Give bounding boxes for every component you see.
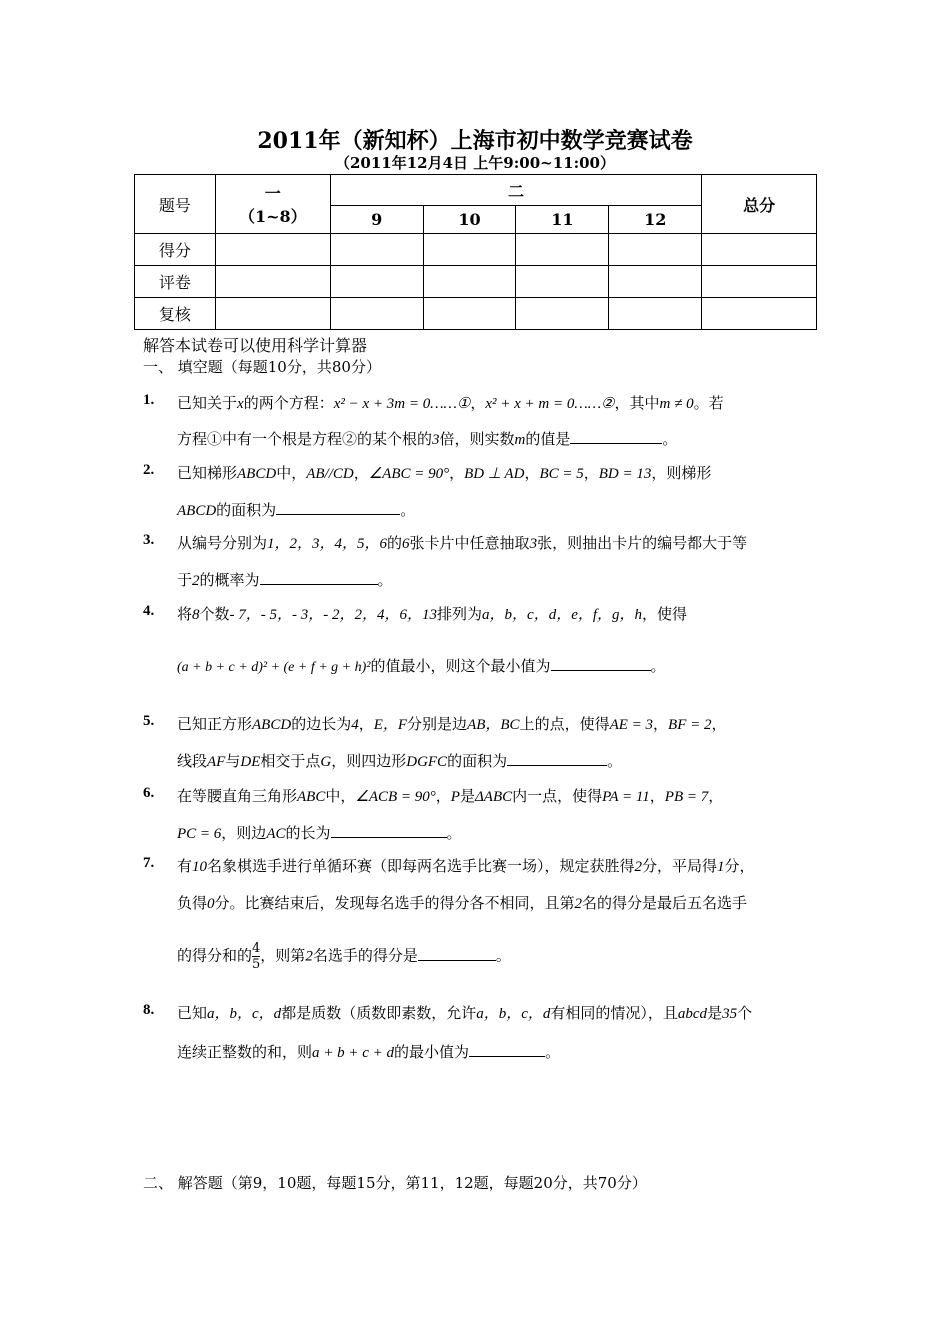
math: P: [450, 789, 460, 805]
question-line: [177, 892, 747, 913]
text: 已知关于: [177, 394, 238, 412]
text: 分。比赛结束后，发现每名选手的得分各不相同，且第: [214, 894, 575, 912]
score-cell: [516, 234, 609, 266]
answer-blank[interactable]: [331, 823, 447, 838]
math: m ≠ 0: [659, 396, 694, 412]
math: DGFC: [406, 754, 448, 770]
text: 的长为: [285, 824, 331, 842]
text: 分，: [724, 857, 755, 875]
text: 在等腰直角三角形: [177, 787, 298, 805]
math: abcd: [677, 1006, 708, 1022]
header-part-two: 二: [330, 175, 701, 206]
equation-1: x² − x + 3m = 0……①: [333, 396, 471, 412]
answer-blank[interactable]: [418, 946, 496, 961]
text: 与: [225, 752, 241, 770]
question-number: 2.: [143, 462, 155, 478]
math: 3: [432, 432, 440, 448]
exam-title: 2011年（新知杯）上海市初中数学竞赛试卷: [257, 128, 693, 154]
question-line: [177, 1002, 752, 1023]
math: 2: [192, 573, 200, 589]
math: a，b，c，d: [476, 1006, 551, 1022]
text: 。: [545, 1043, 561, 1061]
question-line: [177, 941, 511, 972]
text: 相交于点: [260, 752, 321, 770]
score-cell: [423, 234, 516, 266]
row-label-review: 复核: [135, 298, 216, 330]
text: 分别是边: [407, 715, 468, 733]
question-line: [177, 822, 462, 843]
question-number: 8.: [143, 1002, 155, 1018]
text: 张卡片中任意抽取: [409, 534, 530, 552]
answer-blank[interactable]: [507, 751, 607, 766]
question-line: [177, 569, 393, 590]
text: ，: [449, 464, 465, 482]
exam-subtitle: （2011年12月4日 上午9:00~11:00）: [335, 154, 615, 172]
question-line: [177, 499, 415, 520]
math: ABC: [297, 789, 326, 805]
question-line: [177, 1041, 560, 1062]
text: ，则边: [221, 824, 267, 842]
math: BC = 5: [539, 466, 584, 482]
score-cell: [702, 298, 817, 330]
score-cell: [423, 266, 516, 298]
question-line: [177, 462, 711, 483]
math: AE = 3: [609, 717, 654, 733]
text: 的面积为: [447, 752, 508, 770]
text: 的两个方程：: [243, 394, 334, 412]
math: 2: [574, 896, 583, 912]
question-number: 3.: [143, 532, 155, 548]
text: 分，平局得: [642, 857, 718, 875]
expression: (a + b + c + d)² + (e + f + g + h)²: [177, 660, 371, 675]
question-number: 6.: [143, 785, 155, 801]
header-q11: 11: [516, 206, 609, 234]
text: ，则第: [260, 946, 306, 965]
text: ，: [353, 464, 369, 482]
math: BF = 2: [668, 717, 712, 733]
header-part-one-range: （1~8）: [238, 207, 307, 226]
answer-blank[interactable]: [469, 1042, 545, 1057]
text: 的边长为: [291, 715, 352, 733]
text: 名选手的得分是: [312, 946, 418, 965]
header-q9: 9: [330, 206, 423, 234]
text: ，则四边形: [331, 752, 407, 770]
score-cell: [330, 266, 423, 298]
question-number: 4.: [143, 603, 155, 619]
math: 1，2，3，4，5，6: [267, 536, 388, 552]
math: ABCD: [177, 503, 217, 519]
text: 的最小值为: [394, 1043, 470, 1061]
text: 于: [177, 571, 193, 589]
text: ，使得: [642, 605, 688, 623]
math: 2: [305, 948, 313, 965]
math: E，F: [373, 717, 408, 733]
header-part-one-label: 一: [264, 184, 281, 203]
math: ΔABC: [474, 789, 513, 805]
math: - 7，- 5，- 3，- 2，2，4，6，13: [229, 607, 438, 623]
text: 有相同的情况），且: [550, 1004, 678, 1022]
text: 名的得分是最后五名选手: [582, 894, 748, 912]
text: 方程①中有一个根是方程②的某个根的: [177, 430, 433, 448]
question-line: [177, 532, 747, 553]
question-number: 5.: [143, 713, 155, 729]
section-two-heading: 二、 解答题（第9，10题，每题15分，第11，12题，每题20分，共70分）: [143, 1174, 647, 1192]
text: 上的点，使得: [519, 715, 610, 733]
answer-blank[interactable]: [570, 429, 662, 444]
text: 排列为: [437, 605, 483, 623]
header-q10: 10: [423, 206, 516, 234]
math: a，b，c，d，e，f，g，h: [482, 607, 643, 623]
section-one-heading: 一、 填空题（每题10分，共80分）: [143, 358, 381, 376]
score-cell: [609, 298, 702, 330]
text: 。: [607, 752, 623, 770]
text: 是: [459, 787, 475, 805]
math: PA = 11: [602, 789, 650, 805]
math: a + b + c + d: [312, 1045, 395, 1061]
math: 2: [634, 859, 643, 875]
answer-blank[interactable]: [260, 570, 378, 585]
text: 。: [650, 657, 666, 675]
score-cell: [330, 298, 423, 330]
question-line: [177, 750, 622, 771]
score-cell: [516, 298, 609, 330]
text: 的值最小，则这个最小值为: [370, 657, 551, 675]
score-table: [134, 174, 817, 330]
math: 35: [722, 1006, 738, 1022]
question-line: [177, 392, 724, 413]
math: m: [514, 432, 526, 448]
math: PB = 7: [664, 789, 709, 805]
math: DE: [240, 754, 261, 770]
math: ABCD: [237, 466, 277, 482]
text: 已知: [177, 1004, 208, 1022]
math: 0: [207, 896, 215, 912]
text: 的得分和的: [177, 946, 253, 965]
question-line: 已知正方形ABCD的边长为4，E，F分别是边AB，BC上的点，使得AE = 3，BF = 2，: [177, 715, 727, 733]
text: 名象棋选手进行单循环赛（即每两名选手比赛一场），规定获胜得: [207, 857, 635, 875]
text: 个数: [199, 605, 230, 623]
text: 有: [177, 857, 193, 875]
math: x: [237, 396, 244, 412]
text: 。: [662, 430, 678, 448]
math: 1: [717, 859, 725, 875]
math: G: [320, 754, 332, 770]
fraction-denominator: 5: [252, 957, 261, 972]
equation-2: x² + x + m = 0……②: [485, 396, 615, 412]
text: 中，: [325, 787, 356, 805]
score-cell: [609, 234, 702, 266]
row-label-grader: 评卷: [135, 266, 216, 298]
text: 倍，则实数: [439, 430, 515, 448]
question-line: [177, 655, 666, 676]
math: 4: [351, 717, 359, 733]
question-number: 1.: [143, 392, 155, 408]
question-number: 7.: [143, 855, 155, 871]
math: AB//CD: [306, 466, 354, 482]
header-total: 总分: [702, 175, 817, 234]
text: 将: [177, 605, 193, 623]
answer-blank[interactable]: [551, 656, 651, 671]
question-line: [177, 603, 687, 624]
question-line: [177, 855, 755, 876]
math: 10: [192, 859, 208, 875]
score-cell: [215, 298, 330, 330]
fraction-numerator: 4: [252, 941, 261, 956]
text: ，则梯形: [651, 464, 712, 482]
text: 是: [707, 1004, 723, 1022]
score-cell: [516, 266, 609, 298]
row-label-score: 得分: [135, 234, 216, 266]
text: 张，则抽出卡片的编号都大于等: [537, 534, 748, 552]
text: 的面积为: [216, 501, 277, 519]
math: 3: [529, 536, 538, 552]
math: AB，BC: [467, 717, 520, 733]
text: 的: [387, 534, 403, 552]
answer-blank[interactable]: [276, 500, 400, 515]
question-line: [177, 428, 677, 449]
text: 连续正整数的和，则: [177, 1043, 313, 1061]
text: ，: [470, 394, 486, 412]
math: ∠ABC = 90°: [368, 466, 450, 482]
text: 从编号分别为: [177, 534, 268, 552]
text: 已知正方形: [177, 715, 253, 733]
text: 。若: [693, 394, 724, 412]
text: 个: [737, 1004, 753, 1022]
text: 都是质数（质数即素数，允许: [281, 1004, 477, 1022]
text: ，其中: [614, 394, 660, 412]
math: BD ⊥ AD: [464, 466, 525, 482]
text: 中，: [276, 464, 307, 482]
math: AC: [266, 826, 286, 842]
math: BD = 13: [598, 466, 652, 482]
math: ABCD: [252, 717, 292, 733]
text: ，: [524, 464, 540, 482]
score-cell: [330, 234, 423, 266]
text: 。: [400, 501, 416, 519]
text: 。: [446, 824, 462, 842]
question-line: 在等腰直角三角形ABC中，∠ACB = 90°，P是ΔABC内一点，使得PA = 11，PB = 7，: [177, 787, 724, 805]
score-cell: [215, 234, 330, 266]
score-cell: [609, 266, 702, 298]
math: 8: [192, 607, 200, 623]
math: a，b，c，d: [207, 1006, 282, 1022]
calculator-note: 解答本试卷可以使用科学计算器: [143, 336, 368, 355]
header-question-no: 题号: [135, 175, 216, 234]
text: 内一点，使得: [512, 787, 603, 805]
math: 6: [402, 536, 410, 552]
text: 负得: [177, 894, 208, 912]
text: 。: [495, 946, 511, 965]
text: ，: [583, 464, 599, 482]
text: 的值是: [525, 430, 571, 448]
score-cell: [423, 298, 516, 330]
math: PC = 6: [177, 826, 222, 842]
score-cell: [215, 266, 330, 298]
text: 已知梯形: [177, 464, 238, 482]
text: 线段: [177, 752, 208, 770]
score-cell: [702, 266, 817, 298]
header-part-one: [215, 175, 330, 234]
header-q12: 12: [609, 206, 702, 234]
score-cell: [702, 234, 817, 266]
math: ∠ACB = 90°: [355, 789, 436, 805]
text: 。: [377, 571, 393, 589]
text: 的概率为: [199, 571, 260, 589]
math: AF: [207, 754, 226, 770]
